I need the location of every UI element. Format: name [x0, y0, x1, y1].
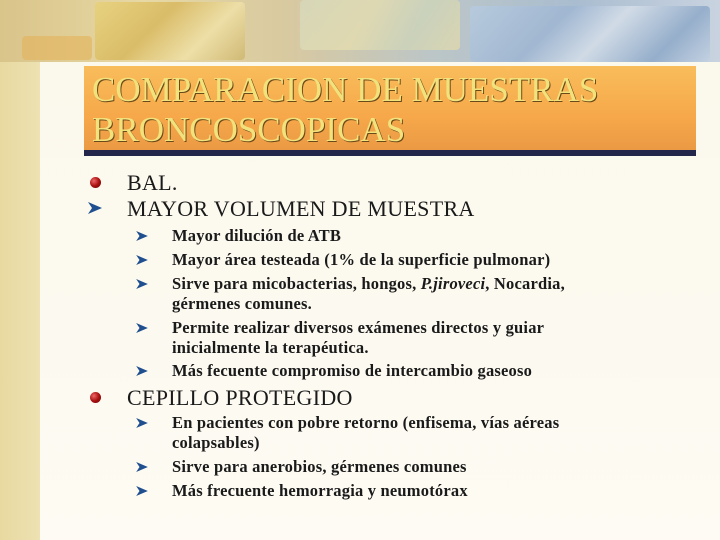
list-item-text-line2: colapsables)	[172, 433, 260, 452]
list-item	[90, 385, 353, 411]
list-item-text: Más frecuente hemorragia y neumotórax	[172, 481, 468, 500]
title-line-1: COMPARACION DE MUESTRAS	[92, 70, 599, 109]
list-item-text	[172, 318, 544, 358]
red-dot-bullet-icon	[90, 392, 101, 403]
arrow-bullet-icon	[136, 255, 148, 265]
italic-species-name: P.jiroveci	[420, 274, 486, 293]
list-item-text-line1: En pacientes con pobre retorno (enfisema, vías aéreas	[172, 413, 560, 432]
list-item-text: MAYOR VOLUMEN DE MUESTRA	[127, 196, 475, 221]
list-item-text-line1: Permite realizar diversos exámenes directos y guiar	[172, 318, 545, 337]
arrow-bullet-icon	[136, 418, 148, 428]
decorative-leaf-image	[95, 2, 245, 60]
title-line-2: BRONCOSCOPICAS	[92, 110, 406, 149]
arrow-bullet-icon	[136, 462, 148, 472]
list-item-text-part: , Nocardia,	[485, 274, 565, 293]
decorative-blue-image	[470, 6, 710, 62]
list-item-text: Mayor área testeada (1% de la superficie pulmonar)	[172, 250, 551, 269]
list-item	[88, 196, 475, 222]
list-item	[136, 226, 341, 246]
arrow-bullet-icon	[136, 486, 148, 496]
list-item	[136, 361, 532, 381]
arrow-bullet-icon	[136, 323, 148, 333]
list-item-text: Sirve para anerobios, gérmenes comunes	[172, 457, 467, 476]
list-item-text-line2: inicialmente la terapéutica.	[172, 338, 369, 357]
list-item-text: Más fecuente compromiso de intercambio gaseoso	[172, 361, 533, 380]
list-item-text-part: Sirve para micobacterias, hongos,	[172, 274, 421, 293]
list-item-text	[172, 413, 559, 453]
arrow-bullet-icon	[136, 231, 148, 241]
decorative-left-block	[22, 36, 92, 60]
list-item-text	[172, 274, 565, 314]
list-item-text: CEPILLO PROTEGIDO	[127, 385, 353, 410]
list-item	[90, 170, 178, 196]
list-item	[136, 250, 550, 270]
slide-title	[92, 70, 692, 150]
list-item	[136, 413, 559, 453]
list-item	[136, 457, 467, 477]
decorative-flower-image	[300, 0, 460, 50]
list-item-text-line2: gérmenes comunes.	[172, 294, 312, 313]
red-dot-bullet-icon	[90, 177, 101, 188]
list-item	[136, 318, 544, 358]
arrow-bullet-icon	[136, 279, 148, 289]
arrow-bullet-icon	[88, 202, 102, 214]
list-item-text: BAL.	[127, 170, 178, 195]
list-item	[136, 274, 565, 314]
list-item-text: Mayor dilución de ATB	[172, 226, 342, 245]
list-item	[136, 481, 468, 501]
arrow-bullet-icon	[136, 366, 148, 376]
